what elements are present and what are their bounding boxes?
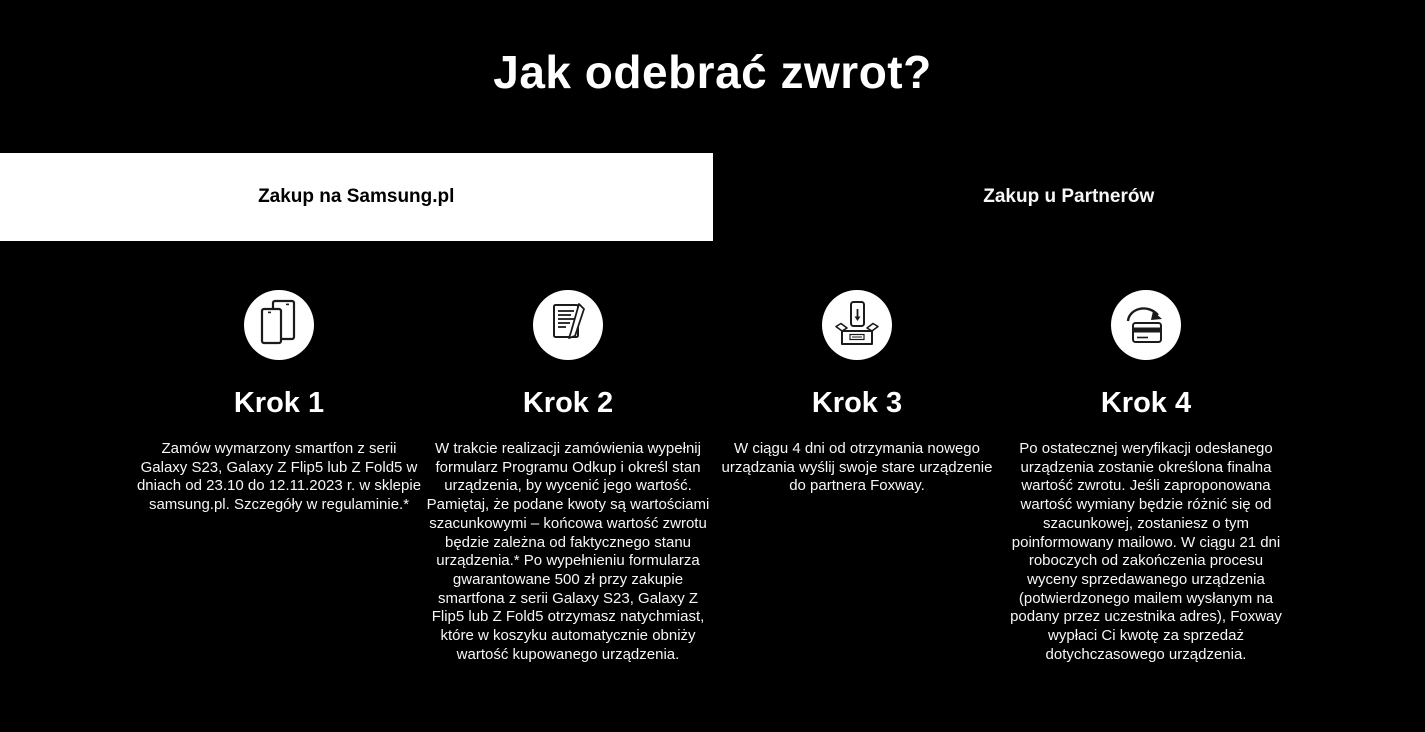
step-2 bbox=[424, 290, 713, 664]
step-title: Krok 1 bbox=[233, 387, 325, 419]
step-3-icon-circle bbox=[822, 290, 892, 360]
card-refund-icon bbox=[1111, 290, 1181, 360]
phone-into-box-icon bbox=[822, 290, 892, 360]
purchase-source-tabs bbox=[0, 153, 1425, 241]
step-4-icon-circle bbox=[1111, 290, 1181, 360]
step-1-icon-circle bbox=[244, 290, 314, 360]
step-1 bbox=[135, 290, 424, 664]
step-title: Krok 2 bbox=[522, 387, 614, 419]
form-pencil-icon bbox=[533, 290, 603, 360]
step-title: Krok 3 bbox=[811, 387, 903, 419]
tab-label: Zakup na Samsung.pl bbox=[258, 186, 455, 207]
section-header bbox=[0, 0, 1425, 99]
tab-zakup-u-partnerow[interactable] bbox=[713, 153, 1425, 241]
step-description: Po ostatecznej weryfikacji odesłanego urządzenia zostanie określona finalna wartość zwrotu. Jeśli zaproponowana wartość wymiany będzie różnić się od szacunkowej, zostaniesz o tym poinformowany mailowo. W ciągu 21 dni roboczych od zakończenia procesu wyceny sprzedawanego urządzenia (potwierdzonego mailem wysłanym na podany przez uczestnika adres), Foxway wypłaci Ci kwotę za sprzedaż dotychczasowego urządzenia. bbox=[1010, 440, 1282, 663]
steps-grid bbox=[135, 290, 1291, 664]
step-3 bbox=[713, 290, 1002, 664]
step-title: Krok 4 bbox=[1100, 387, 1192, 419]
two-phones-icon bbox=[244, 290, 314, 360]
step-4 bbox=[1002, 290, 1291, 664]
page-title: Jak odebrać zwrot? bbox=[493, 46, 932, 98]
step-description: W ciągu 4 dni od otrzymania nowego urządzania wyślij swoje stare urządzenie do partnera Foxway. bbox=[721, 440, 993, 495]
tab-zakup-na-samsung[interactable] bbox=[0, 153, 713, 241]
tab-label: Zakup u Partnerów bbox=[983, 186, 1155, 207]
step-description: W trakcie realizacji zamówienia wypełnij formularz Programu Odkup i określ stan urządzenia, by wycenić jego wartość. Pamiętaj, że podane kwoty są wartościami szacunkowymi – końcowa wartość zwrotu będzie zależna od faktycznego stanu urządzenia.* Po wypełnieniu formularza gwarantowane 500 zł przy zakupie smartfona z serii Galaxy S23, Galaxy Z Flip5 lub Z Fold5 otrzymasz natychmiast, które w koszyku automatycznie obniży wartość kupowanego urządzenia. bbox=[426, 440, 710, 663]
step-2-icon-circle bbox=[533, 290, 603, 360]
step-description: Zamów wymarzony smartfon z serii Galaxy S23, Galaxy Z Flip5 lub Z Fold5 w dniach od 23.10 do 12.11.2023 r. w sklepie samsung.pl. Szczegóły w regulaminie.* bbox=[136, 440, 422, 514]
